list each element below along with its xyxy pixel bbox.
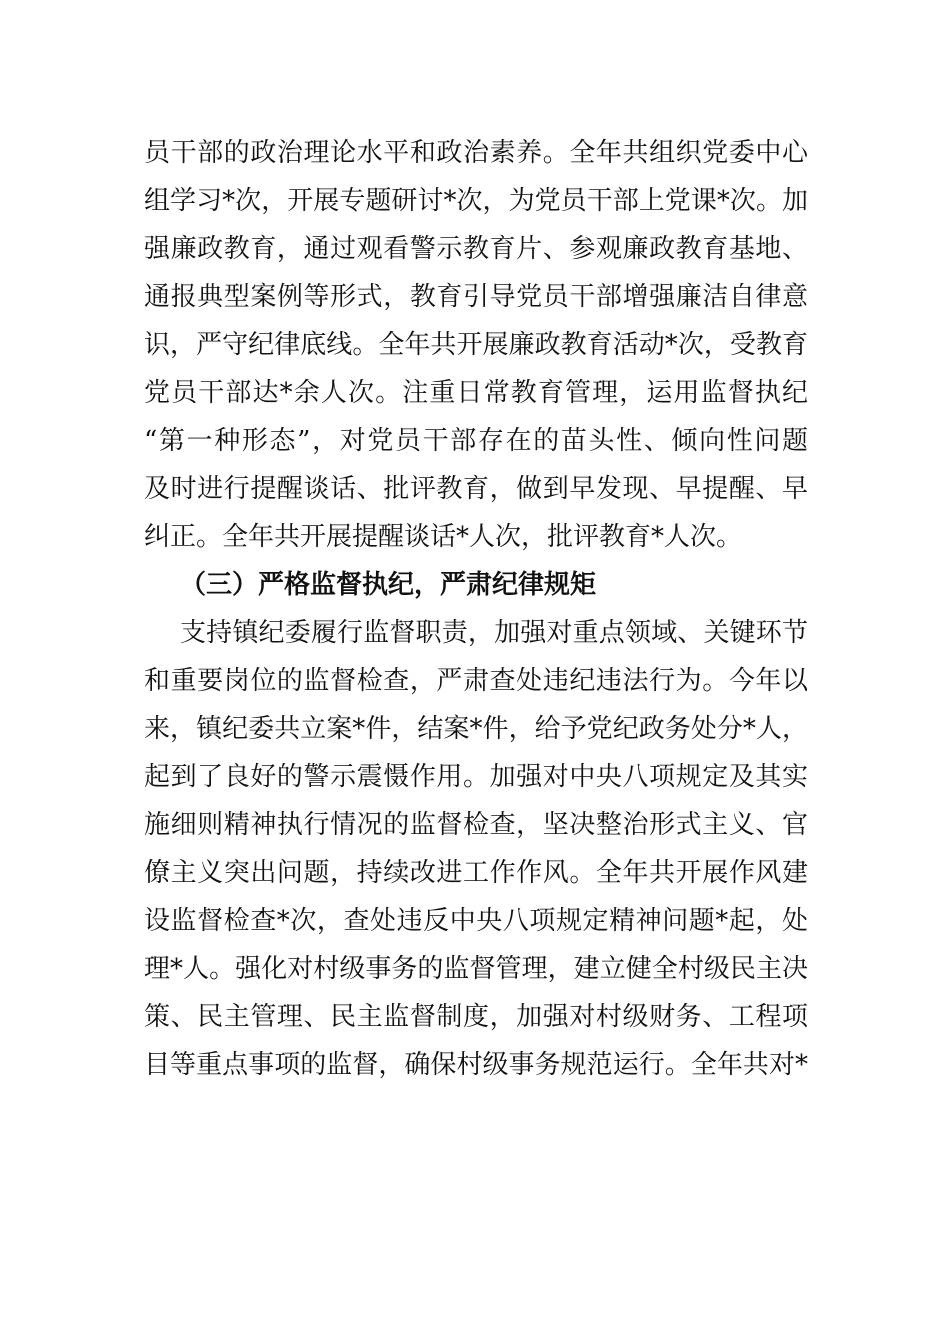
paragraph2-line-7: 设监督检查*次，查处违反中央八项规定精神问题*起，处 [144,906,808,936]
paragraph1-line-5: 识，严守纪律底线。全年共开展廉政教育活动*次，受教育 [144,330,808,360]
paragraph2-line-10: 目等重点事项的监督，确保村级事务规范运行。全年共对* [144,1050,808,1080]
paragraph2-line-6: 僚主义突出问题，持续改进工作作风。全年共开展作风建 [144,858,808,888]
paragraph1-line-3: 强廉政教育，通过观看警示教育片、参观廉政教育基地、 [144,234,808,264]
paragraph1-line-7: “第一种形态”，对党员干部存在的苗头性、倾向性问题 [144,426,808,456]
paragraph1-line-2: 组学习*次，开展专题研讨*次，为党员干部上党课*次。加 [144,186,808,216]
paragraph2-line-9: 策、民主管理、民主监督制度，加强对村级财务、工程项 [144,1002,808,1032]
paragraph1-line-1: 员干部的政治理论水平和政治素养。全年共组织党委中心 [144,138,808,168]
paragraph1-line-6: 党员干部达*余人次。注重日常教育管理，运用监督执纪 [144,378,808,408]
paragraph2-line-8: 理*人。强化对村级事务的监督管理，建立健全村级民主决 [144,954,808,984]
paragraph1-line-8: 及时进行提醒谈话、批评教育，做到早发现、早提醒、早 [144,474,808,504]
paragraph2-line-1: 支持镇纪委履行监督职责，加强对重点领域、关键环节 [180,618,808,648]
paragraph1-line-4: 通报典型案例等形式，教育引导党员干部增强廉洁自律意 [144,282,808,312]
paragraph1-line-9: 纠正。全年共开展提醒谈话*人次，批评教育*人次。 [144,522,743,552]
paragraph2-line-4: 起到了良好的警示震慑作用。加强对中央八项规定及其实 [144,762,808,792]
paragraph2-line-2: 和重要岗位的监督检查，严肃查处违纪违法行为。今年以 [144,666,808,696]
section-heading: （三）严格监督执纪，严肃纪律规矩 [180,570,597,600]
paragraph2-line-5: 施细则精神执行情况的监督检查，坚决整治形式主义、官 [144,810,808,840]
paragraph2-line-3: 来，镇纪委共立案*件，结案*件，给予党纪政务处分*人， [144,714,808,744]
